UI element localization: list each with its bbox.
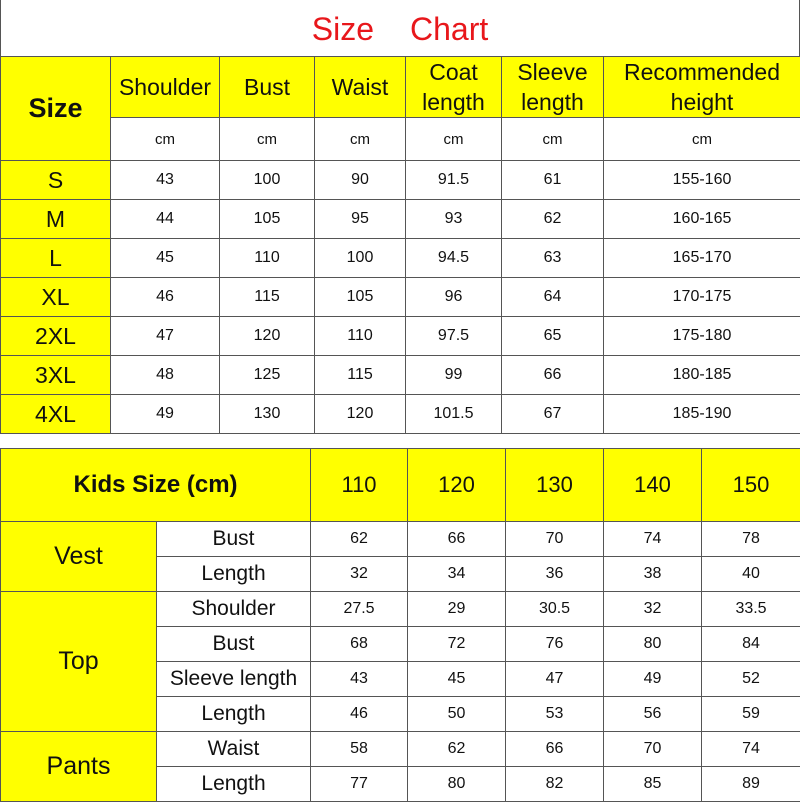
measurement-label: Bust <box>157 522 311 557</box>
size-label: XL <box>1 278 111 317</box>
measurement-label: Bust <box>157 627 311 662</box>
kids-size-column: 130 <box>506 449 604 522</box>
value-cell: 91.5 <box>406 161 502 200</box>
value-cell: 155-160 <box>604 161 800 200</box>
value-cell: 89 <box>702 767 800 802</box>
value-cell: 27.5 <box>311 592 408 627</box>
value-cell: 43 <box>311 662 408 697</box>
column-header: Bust <box>220 57 315 118</box>
adult-size-table <box>0 56 800 434</box>
value-cell: 46 <box>111 278 220 317</box>
measurement-label: Length <box>157 767 311 802</box>
value-cell: 175-180 <box>604 317 800 356</box>
value-cell: 32 <box>604 592 702 627</box>
table-row <box>1 239 800 278</box>
value-cell: 65 <box>502 317 604 356</box>
value-cell: 120 <box>220 317 315 356</box>
unit-cell: cm <box>406 118 502 161</box>
value-cell: 80 <box>408 767 506 802</box>
value-cell: 96 <box>406 278 502 317</box>
value-cell: 52 <box>702 662 800 697</box>
kids-size-header: Kids Size (cm) <box>1 449 311 522</box>
value-cell: 105 <box>315 278 406 317</box>
table-row <box>1 732 800 767</box>
value-cell: 170-175 <box>604 278 800 317</box>
title-word-size: Size <box>312 11 374 47</box>
value-cell: 56 <box>604 697 702 732</box>
value-cell: 70 <box>604 732 702 767</box>
value-cell: 48 <box>111 356 220 395</box>
value-cell: 84 <box>702 627 800 662</box>
kids-size-table <box>0 448 800 802</box>
size-label: 2XL <box>1 317 111 356</box>
value-cell: 110 <box>315 317 406 356</box>
size-label: M <box>1 200 111 239</box>
value-cell: 125 <box>220 356 315 395</box>
value-cell: 80 <box>604 627 702 662</box>
value-cell: 62 <box>408 732 506 767</box>
measurement-label: Waist <box>157 732 311 767</box>
table-row <box>1 395 800 434</box>
value-cell: 62 <box>311 522 408 557</box>
measurement-label: Length <box>157 557 311 592</box>
value-cell: 53 <box>506 697 604 732</box>
unit-cell: cm <box>220 118 315 161</box>
size-label: L <box>1 239 111 278</box>
value-cell: 70 <box>506 522 604 557</box>
value-cell: 47 <box>111 317 220 356</box>
column-header: Recommended height <box>604 57 800 118</box>
value-cell: 77 <box>311 767 408 802</box>
unit-cell: cm <box>315 118 406 161</box>
table-row <box>1 356 800 395</box>
column-header: Sleeve length <box>502 57 604 118</box>
value-cell: 33.5 <box>702 592 800 627</box>
size-label: 4XL <box>1 395 111 434</box>
value-cell: 160-165 <box>604 200 800 239</box>
value-cell: 72 <box>408 627 506 662</box>
table-row <box>1 161 800 200</box>
value-cell: 105 <box>220 200 315 239</box>
value-cell: 100 <box>220 161 315 200</box>
value-cell: 74 <box>702 732 800 767</box>
column-header: Coat length <box>406 57 502 118</box>
value-cell: 43 <box>111 161 220 200</box>
table-row <box>1 317 800 356</box>
value-cell: 78 <box>702 522 800 557</box>
measurement-label: Sleeve length <box>157 662 311 697</box>
unit-cell: cm <box>502 118 604 161</box>
kids-header-row <box>1 449 800 522</box>
value-cell: 68 <box>311 627 408 662</box>
value-cell: 49 <box>111 395 220 434</box>
size-column-header: Size <box>1 57 111 161</box>
units-row <box>1 118 800 161</box>
garment-group-label: Pants <box>1 732 157 802</box>
value-cell: 45 <box>111 239 220 278</box>
value-cell: 165-170 <box>604 239 800 278</box>
value-cell: 36 <box>506 557 604 592</box>
value-cell: 63 <box>502 239 604 278</box>
value-cell: 85 <box>604 767 702 802</box>
title-word-chart: Chart <box>410 11 488 47</box>
table-row <box>1 592 800 627</box>
kids-size-column: 110 <box>311 449 408 522</box>
value-cell: 38 <box>604 557 702 592</box>
size-label: S <box>1 161 111 200</box>
value-cell: 46 <box>311 697 408 732</box>
value-cell: 74 <box>604 522 702 557</box>
value-cell: 62 <box>502 200 604 239</box>
column-header: Waist <box>315 57 406 118</box>
size-label: 3XL <box>1 356 111 395</box>
kids-size-column: 140 <box>604 449 702 522</box>
value-cell: 185-190 <box>604 395 800 434</box>
table-row <box>1 200 800 239</box>
value-cell: 50 <box>408 697 506 732</box>
value-cell: 110 <box>220 239 315 278</box>
value-cell: 66 <box>506 732 604 767</box>
adult-header-row <box>1 57 800 118</box>
value-cell: 94.5 <box>406 239 502 278</box>
value-cell: 59 <box>702 697 800 732</box>
table-row <box>1 278 800 317</box>
value-cell: 180-185 <box>604 356 800 395</box>
value-cell: 34 <box>408 557 506 592</box>
value-cell: 47 <box>506 662 604 697</box>
value-cell: 115 <box>220 278 315 317</box>
value-cell: 101.5 <box>406 395 502 434</box>
value-cell: 61 <box>502 161 604 200</box>
value-cell: 93 <box>406 200 502 239</box>
value-cell: 97.5 <box>406 317 502 356</box>
value-cell: 64 <box>502 278 604 317</box>
garment-group-label: Top <box>1 592 157 732</box>
table-row <box>1 522 800 557</box>
value-cell: 58 <box>311 732 408 767</box>
page-title <box>0 0 800 56</box>
value-cell: 32 <box>311 557 408 592</box>
measurement-label: Length <box>157 697 311 732</box>
value-cell: 90 <box>315 161 406 200</box>
value-cell: 49 <box>604 662 702 697</box>
measurement-label: Shoulder <box>157 592 311 627</box>
value-cell: 76 <box>506 627 604 662</box>
value-cell: 66 <box>408 522 506 557</box>
value-cell: 95 <box>315 200 406 239</box>
unit-cell: cm <box>604 118 800 161</box>
value-cell: 40 <box>702 557 800 592</box>
value-cell: 82 <box>506 767 604 802</box>
value-cell: 130 <box>220 395 315 434</box>
value-cell: 66 <box>502 356 604 395</box>
value-cell: 29 <box>408 592 506 627</box>
value-cell: 44 <box>111 200 220 239</box>
value-cell: 67 <box>502 395 604 434</box>
garment-group-label: Vest <box>1 522 157 592</box>
value-cell: 99 <box>406 356 502 395</box>
unit-cell: cm <box>111 118 220 161</box>
kids-size-column: 120 <box>408 449 506 522</box>
kids-size-column: 150 <box>702 449 800 522</box>
value-cell: 120 <box>315 395 406 434</box>
value-cell: 30.5 <box>506 592 604 627</box>
value-cell: 100 <box>315 239 406 278</box>
column-header: Shoulder <box>111 57 220 118</box>
value-cell: 115 <box>315 356 406 395</box>
value-cell: 45 <box>408 662 506 697</box>
